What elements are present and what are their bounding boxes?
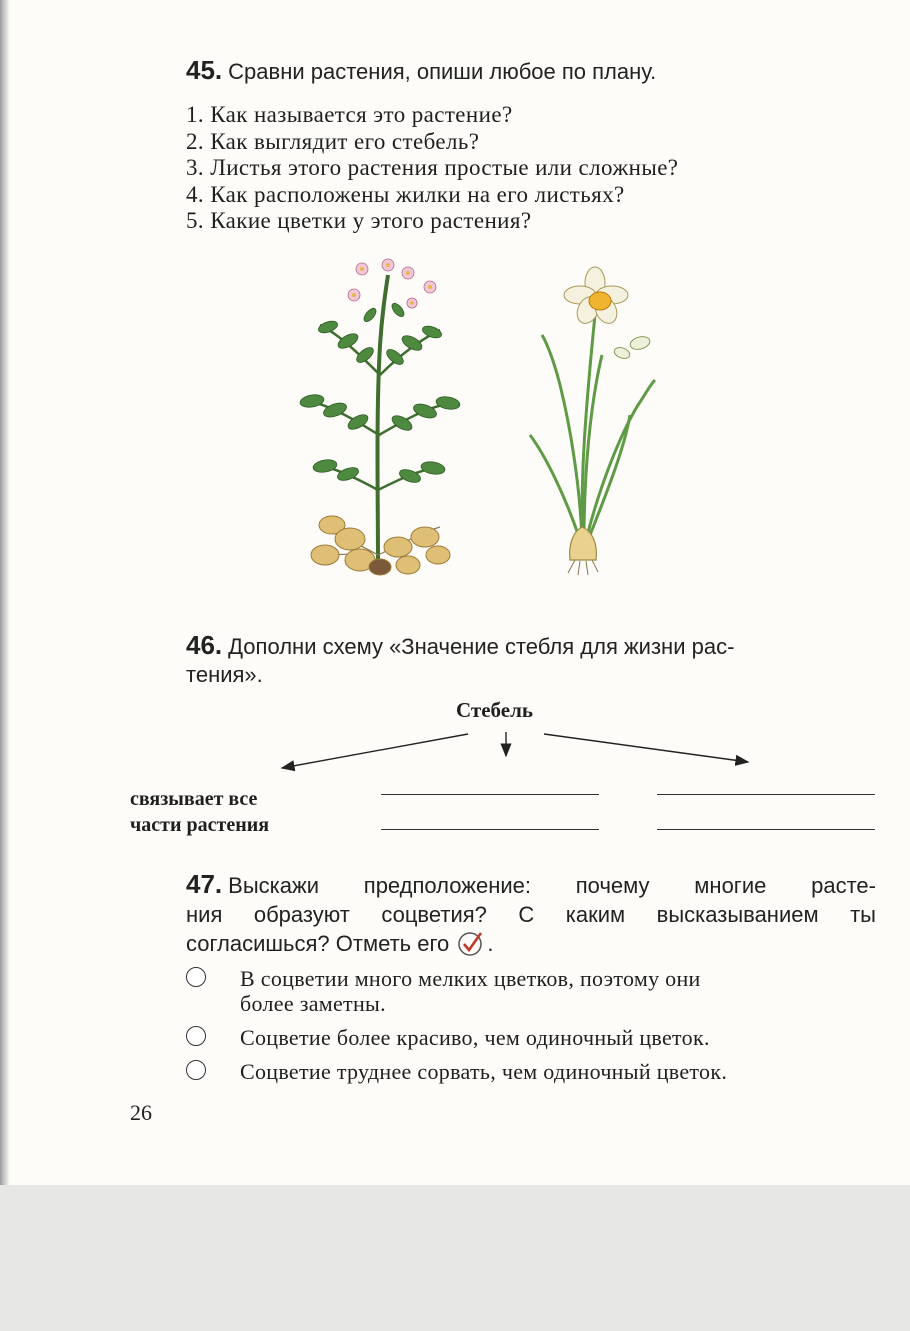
- answer-blank-right-1[interactable]: [657, 794, 875, 795]
- exercise-45-number: 45.: [186, 55, 223, 85]
- plan-item-4: 4. Как расположены жилки на его листьях?: [186, 181, 625, 207]
- option-1-text-line-1: В соцветии много мелких цветков, поэтому они: [240, 966, 701, 991]
- check-mark-icon: [457, 929, 485, 964]
- option-1-text-line-2: более заметны.: [240, 991, 386, 1016]
- option-2-radio[interactable]: [186, 1026, 206, 1046]
- schema-given-answer: [130, 786, 269, 838]
- option-3-radio[interactable]: [186, 1060, 206, 1080]
- option-2-text: Соцветие более красиво, чем одиночный цветок.: [240, 1025, 710, 1050]
- exercise-47-line-3: [186, 929, 876, 964]
- exercise-46-text: Дополни схему «Значение стебля для жизни рас-: [228, 634, 735, 659]
- exercise-47-text-3-end: .: [487, 931, 494, 956]
- exercise-46-heading-line-1: [186, 631, 734, 661]
- plan-item-2: 2. Как выглядит его стебель?: [186, 128, 480, 154]
- plan-item-5: 5. Какие цветки у этого растения?: [186, 208, 532, 233]
- exercise-47-text-3: согласишься? Отметь его: [186, 931, 450, 956]
- plan-item-3: 3. Листья этого растения простые или сложные?: [186, 155, 679, 180]
- option-3-text: Соцветие труднее сорвать, чем одиночный цветок.: [240, 1059, 728, 1084]
- option-1-radio[interactable]: [186, 967, 206, 987]
- daffodil-plant-illustration: [520, 255, 690, 585]
- page-number: 26: [130, 1100, 152, 1125]
- plan-item-1: 1. Как называется это растение?: [186, 102, 513, 127]
- exercise-46-number: 46.: [186, 630, 223, 660]
- plants-illustration: [290, 255, 690, 585]
- exercise-45-heading: [186, 56, 656, 86]
- answer-blank-middle-1[interactable]: [381, 794, 599, 795]
- exercise-47-question: [186, 870, 876, 964]
- description-plan: [186, 102, 678, 235]
- exercise-47-line-1: [186, 870, 876, 900]
- schema-given-line-2: части растения: [130, 814, 270, 836]
- schema-title: Стебель: [456, 698, 533, 722]
- exercise-47-text-1: Выскажи предположение: почему многие расте-: [228, 873, 876, 898]
- exercise-45-text: Сравни растения, опиши любое по плану.: [228, 59, 657, 84]
- answer-blank-middle-2[interactable]: [381, 829, 599, 830]
- exercise-46-heading-line-2: тения».: [186, 662, 263, 687]
- schema-given-line-1: связывает все: [130, 788, 258, 810]
- exercise-47-number: 47.: [186, 869, 223, 899]
- scanner-background: [0, 1185, 910, 1331]
- exercise-47-line-2: ния образуют соцветия? С каким высказыванием ты: [186, 902, 876, 927]
- answer-blank-right-2[interactable]: [657, 829, 875, 830]
- schema-arrows: [270, 726, 760, 776]
- page-edge-shadow: [0, 0, 10, 1185]
